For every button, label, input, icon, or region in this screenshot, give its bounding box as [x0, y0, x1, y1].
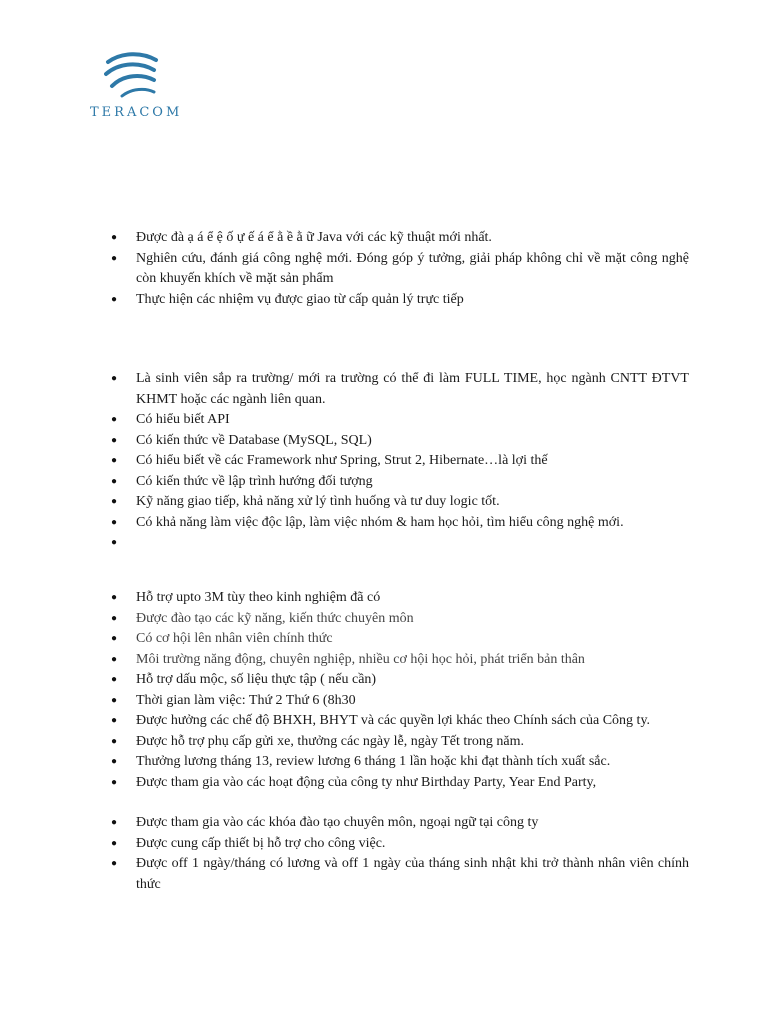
- company-logo: [84, 50, 184, 126]
- list-item: ● Có kiến thức về Database (MySQL, SQL): [136, 431, 689, 452]
- list-item: ● Hỗ trợ dấu mộc, số liệu thực tập ( nếu cần): [136, 670, 689, 691]
- list-item: ● Được off 1 ngày/tháng có lương và off 1 ngày của tháng sinh nhật khi trở thành nhân viên chính thức: [136, 854, 689, 895]
- list-item: ● Có hiểu biết API: [136, 410, 689, 431]
- list-item: ● Có khả năng làm việc độc lập, làm việc nhóm & ham học hỏi, tìm hiểu công nghệ mới.: [136, 513, 689, 534]
- logo-swoosh-icon: [104, 50, 160, 104]
- list-item: ● Môi trường năng động, chuyên nghiệp, nhiều cơ hội học hỏi, phát triển bản thân: [136, 650, 689, 671]
- logo-wordmark: TERACOM: [90, 105, 183, 120]
- list-item: ● Được đào tạo các kỹ năng, kiến thức chuyên môn: [136, 609, 689, 630]
- requirements-list: [136, 369, 689, 554]
- list-item: ● Thực hiện các nhiệm vụ được giao từ cấp quản lý trực tiếp: [136, 290, 689, 311]
- list-item: ● Là sinh viên sắp ra trường/ mới ra trường có thể đi làm FULL TIME, học ngành CNTT ĐTVT KHMT hoặc các ngành liên quan.: [136, 369, 689, 410]
- list-item: ● Được hưởng các chế độ BHXH, BHYT và các quyền lợi khác theo Chính sách của Công ty.: [136, 711, 689, 732]
- list-item: ● Được cung cấp thiết bị hỗ trợ cho công việc.: [136, 834, 689, 855]
- benefits-list: [136, 588, 689, 895]
- list-item: ● Được đà ạ á ể ệ ố ự ế á ể ằ ề ằ ữ Java với các kỹ thuật mới nhất.: [136, 228, 689, 249]
- list-item: [136, 533, 689, 554]
- list-item: ● Kỹ năng giao tiếp, khả năng xử lý tình huống và tư duy logic tốt.: [136, 492, 689, 513]
- list-item: ● Có hiểu biết về các Framework như Spring, Strut 2, Hibernate…là lợi thế: [136, 451, 689, 472]
- list-item: ● Được hỗ trợ phụ cấp gửi xe, thưởng các ngày lễ, ngày Tết trong năm.: [136, 732, 689, 753]
- list-item: ● Có kiến thức về lập trình hướng đối tượng: [136, 472, 689, 493]
- list-item: ● Được tham gia vào các hoạt động của công ty như Birthday Party, Year End Party,: [136, 773, 689, 794]
- list-item: ● Có cơ hội lên nhân viên chính thức: [136, 629, 689, 650]
- duties-list: [136, 228, 689, 310]
- list-item: ● Thời gian làm việc: Thứ 2 Thứ 6 (8h30: [136, 691, 689, 712]
- list-item: ● Nghiên cứu, đánh giá công nghệ mới. Đóng góp ý tưởng, giải pháp không chỉ về mặt công nghệ còn khuyến khích về mặt sản phẩm: [136, 249, 689, 290]
- list-item: ● Được tham gia vào các khóa đào tạo chuyên môn, ngoại ngữ tại công ty: [136, 813, 689, 834]
- list-item: ● Thưởng lương tháng 13, review lương 6 tháng 1 lần hoặc khi đạt thành tích xuất sắc.: [136, 752, 689, 773]
- list-item: ● Hỗ trợ upto 3M tùy theo kinh nghiệm đã có: [136, 588, 689, 609]
